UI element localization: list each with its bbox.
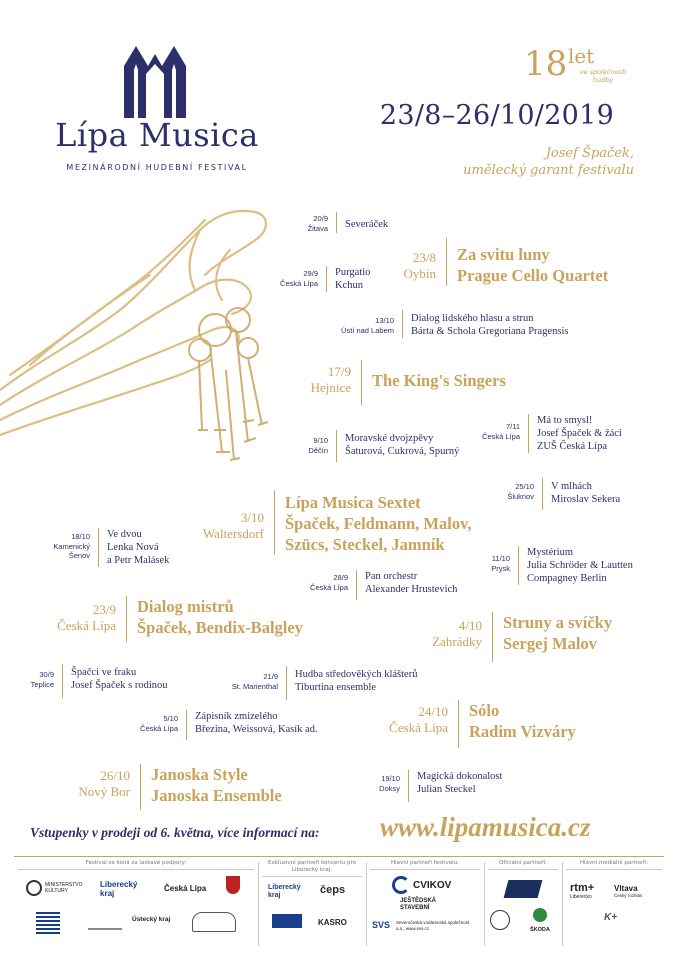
liberecky-kraj-exclusive-logo: Liberecký kraj (268, 884, 301, 899)
festival-title: Lípa Musica (55, 116, 259, 154)
support-logo-3 (192, 912, 236, 932)
event-spacci-ve-fraku: 30/9 Teplice Špačci ve fraku Josef Špaček s rodinou (10, 664, 168, 698)
event-janoska-style: 26/10 Nový Bor Janoska Style Janoska Ensemble (56, 764, 282, 810)
support-logo-2 (88, 914, 122, 930)
event-lipa-musica-sextet: 3/10 Waltersdorf Lípa Musica Sextet Špaček, Feldmann, Malov, Szücs, Steckel, Jamník (188, 490, 472, 555)
website-link[interactable]: www.lipamusica.cz (380, 812, 591, 842)
event-ma-to-smysl: 7/11 Česká Lípa Má to smysl! Josef Špaček & žáci ZUŠ Česká Lípa (482, 415, 622, 452)
festival-subtitle: MEZINÁRODNÍ HUDEBNÍ FESTIVAL (66, 163, 248, 172)
event-purgatio: 29/9 Česká Lípa Purgatio Kchun (280, 267, 371, 291)
moser-logo (490, 910, 510, 930)
anniversary-word: let (568, 44, 595, 68)
event-dialog-hlasu: 13/10 Ústí nad Labem Dialog lidského hlasu a strun Bárta & Schola Gregoriana Pragensis (316, 310, 568, 338)
event-severacek: 20/9 Žitava Severáček (307, 214, 389, 233)
partners-media: Hlavní mediální partneři: (566, 860, 662, 948)
kooperativa-logo (272, 914, 302, 928)
cvikov-emblem-icon (392, 876, 410, 894)
event-magicka-dokonalost: 19/10 Doksy Magická dokonalost Julian Steckel (364, 770, 502, 802)
partners-divider (484, 862, 485, 946)
event-v-mlhach: 25/10 Šluknov V mlhách Miroslav Sekera (490, 478, 620, 510)
jestedska-stavebni-logo: JEŠTĚDSKÁ STAVEBNÍ (400, 898, 437, 911)
event-moravske-dvojzpevy: 9/10 Děčín Moravské dvojzpěvy Šaturová, Cukrová, Spurný (288, 430, 459, 462)
partners-official: Oficiální partneři: (488, 860, 558, 948)
event-pan-orchestr: 28/9 Česká Lípa Pan orchestr Alexander Hrustevich (282, 570, 457, 600)
official-partner-logo (504, 880, 543, 898)
event-ve-dvou: 18/10 Kamenický Šenov Ve dvou Lenka Nová a Petr Malásek (53, 529, 170, 566)
event-za-svitu-luny: 23/8 Oybin Za svitu luny Prague Cello Quartet (380, 238, 608, 286)
event-struny-a-svicky: 4/10 Zahrádky Struny a svíčky Sergej Malov (406, 612, 612, 662)
artistic-director: Josef Špaček, umělecký garant festivalu (463, 146, 634, 178)
svs-note: Severočeská vodárenská společnost a.s., www.svs.cz (396, 920, 470, 931)
event-solo: 24/10 Česká Lípa Sólo Radim Vizváry (366, 700, 576, 748)
partners-main: Hlavní partneři festivalu: (370, 860, 480, 948)
event-hudba-klasteru: 21/9 St. Marienthal Hudba středověkých klášterů Tiburtina ensemble (206, 666, 417, 700)
ceska-lipa-logo: Česká Lípa (164, 884, 207, 893)
partners-divider (258, 862, 259, 946)
city-crest-icon (226, 876, 240, 894)
tickets-info: Vstupenky v prodeji od 6. května, více informací na: (30, 825, 320, 840)
skoda-logo: ŠKODA (530, 908, 550, 933)
liberecky-kraj-logo: Liberecký kraj (100, 880, 138, 898)
ministerstvo-kultury-logo: MINISTERSTVO KULTURY (26, 880, 85, 896)
support-logo-1 (36, 912, 60, 934)
event-kings-singers: 17/9 Hejnice The King's Singers (296, 360, 506, 405)
vltava-logo: Vltava Český rozhlas (614, 884, 643, 898)
event-zapisnik-zmizeleho: 5/10 Česká Lípa Zápisník zmizelého Březina, Weissová, Kasík ad. (114, 710, 318, 740)
festival-logo-icon (120, 40, 190, 118)
media-partner-logo: K+ (604, 912, 618, 923)
ceps-logo: čeps (320, 884, 346, 896)
partners-divider (562, 862, 563, 946)
rtm-plus-logo: rtm+ Liberecko (570, 882, 595, 900)
partners-exclusive: Exkluzivní partneři koncertu pro Liberecký kraj: (262, 860, 362, 948)
event-dialog-mistru: 23/9 Česká Lípa Dialog mistrů Špaček, Bendix-Balgley (38, 596, 303, 642)
kasro-logo: KASRO (318, 918, 347, 927)
anniversary-note: ve společnosti hudby (579, 68, 627, 84)
skoda-emblem-icon (533, 908, 547, 922)
hand-with-keys-illustration (0, 190, 280, 480)
partners-support: Festival se koná za laskavé podpory: (18, 860, 254, 948)
ustecky-kraj-logo: Ústecký kraj (132, 916, 171, 923)
anniversary-number: 18 (524, 44, 568, 84)
svs-logo: SVS (372, 920, 391, 930)
event-mysterium: 11/10 Prysk Mystérium Julia Schröder & Lautten Compagney Berlin (491, 547, 633, 584)
partners-divider (366, 862, 367, 946)
festival-dates: 23/8–26/10/2019 (379, 100, 615, 131)
cvikov-logo: CVIKOV (392, 876, 451, 894)
ministry-emblem-icon (26, 880, 42, 896)
